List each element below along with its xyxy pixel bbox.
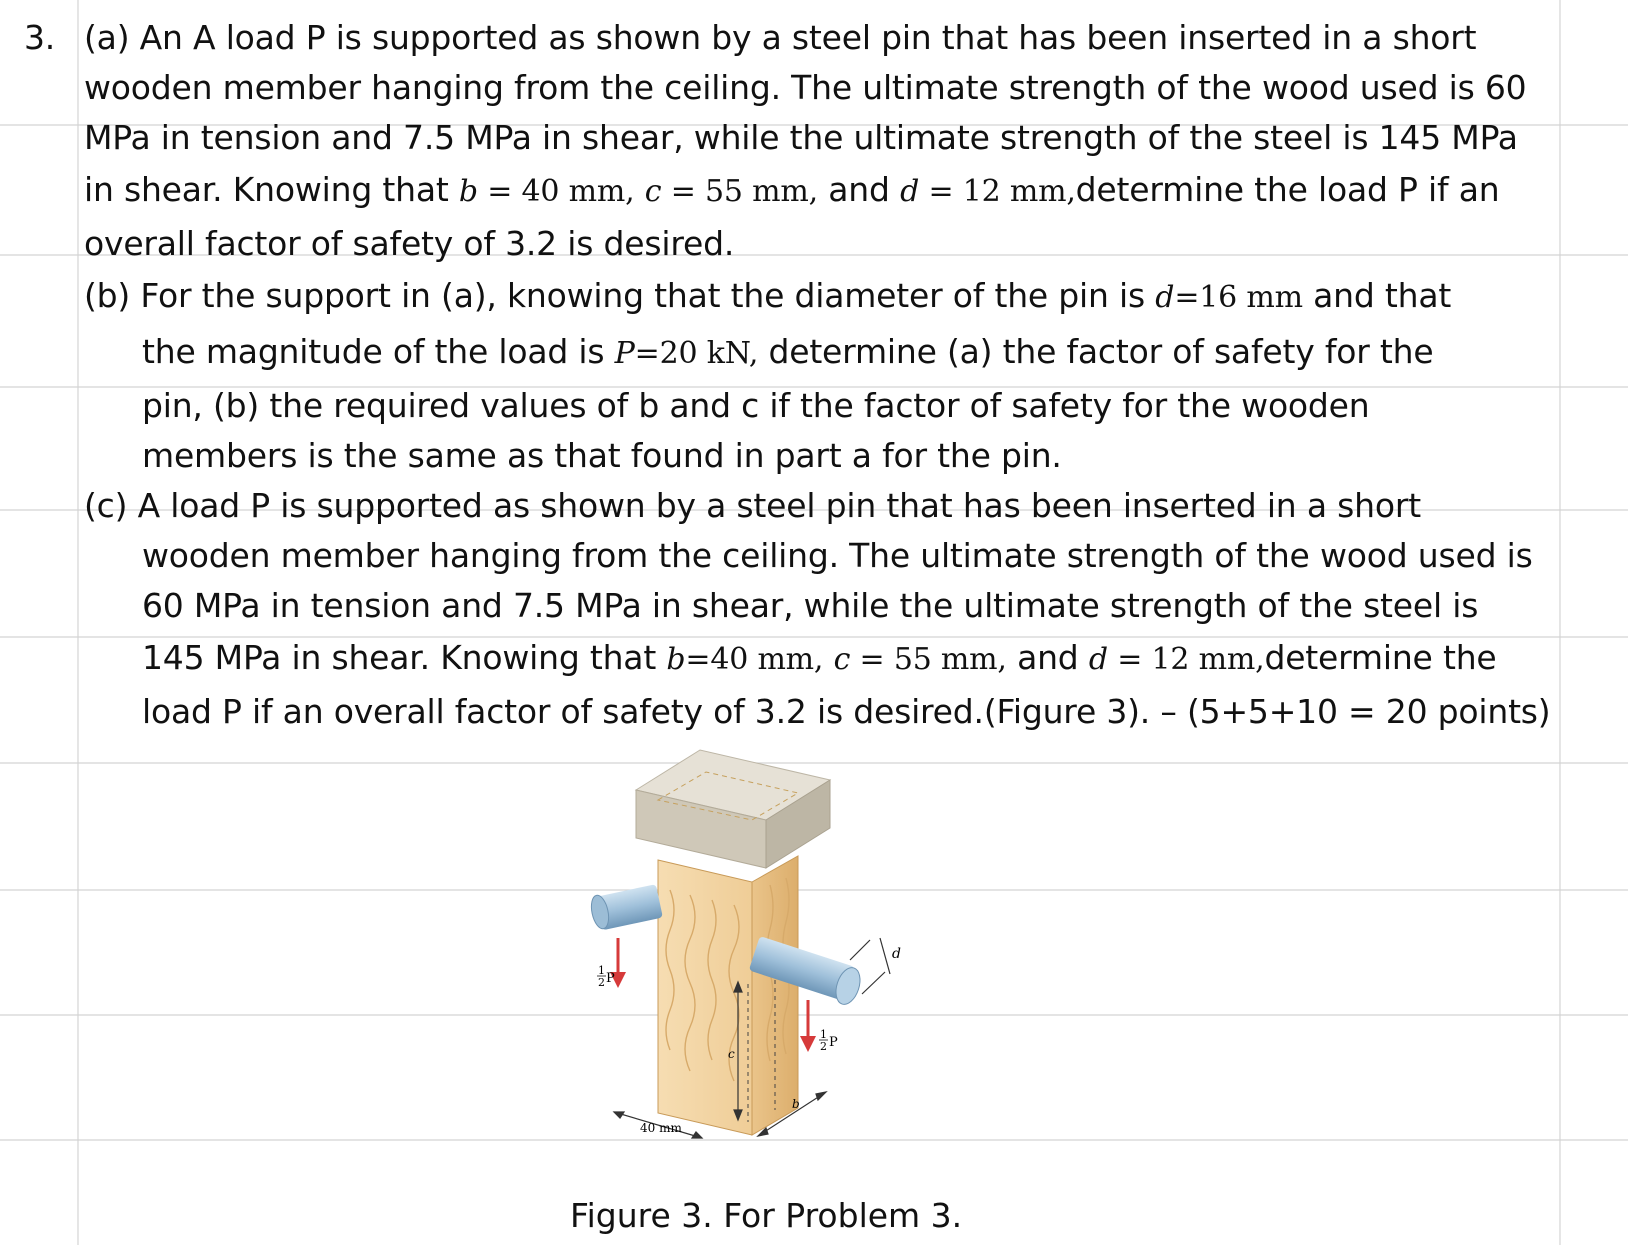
ceiling-block <box>636 750 830 868</box>
part-c-line-1: (c) A load P is supported as shown by a steel pin that has been inserted in a short <box>84 486 1421 525</box>
svg-text:1: 1 <box>820 1028 827 1041</box>
svg-text:2: 2 <box>820 1040 827 1053</box>
part-b-line-1: (b) For the support in (a), knowing that the diameter of the pin is d=16 mm and that <box>84 276 1452 315</box>
part-a-line-1: (a) An A load P is supported as shown by a steel pin that has been inserted in a short <box>84 18 1477 57</box>
svg-text:1: 1 <box>598 964 605 977</box>
part-c-line-2: wooden member hanging from the ceiling. The ultimate strength of the wood used is <box>142 536 1533 575</box>
part-c-line-4: 145 MPa in shear. Knowing that b=40 mm, c = 55 mm, and d = 12 mm,determine the <box>142 638 1497 677</box>
half-p-label-right <box>819 1028 838 1053</box>
label-d: d <box>892 946 901 962</box>
part-c-line-5: load P if an overall factor of safety of 3.2 is desired.(Figure 3). – (5+5+10 = 20 points) <box>142 692 1551 731</box>
svg-text:P: P <box>606 971 615 986</box>
figure-caption: Figure 3. For Problem 3. <box>570 1196 963 1235</box>
part-a-line-3: MPa in tension and 7.5 MPa in shear, while the ultimate strength of the steel is 145 MPa <box>84 118 1518 157</box>
part-a-line-5: overall factor of safety of 3.2 is desired. <box>84 224 735 263</box>
label-40mm: 40 mm <box>640 1121 682 1135</box>
svg-text:2: 2 <box>598 976 605 989</box>
half-p-label-left <box>597 964 615 989</box>
part-c-line-3: 60 MPa in tension and 7.5 MPa in shear, while the ultimate strength of the steel is <box>142 586 1479 625</box>
svg-text:P: P <box>829 1035 838 1050</box>
problem-number: 3. <box>24 18 56 57</box>
wooden-member <box>658 856 798 1135</box>
part-a-line-4: in shear. Knowing that b = 40 mm, c = 55 mm, and d = 12 mm,determine the load P if an <box>84 170 1500 209</box>
label-c: c <box>728 1047 735 1061</box>
load-arrow-right <box>800 1000 816 1052</box>
part-b-line-4: members is the same as that found in part a for the pin. <box>142 436 1062 475</box>
part-b-line-2: the magnitude of the load is P=20 kN, determine (a) the factor of safety for the <box>142 332 1434 371</box>
figure-3-wooden-member <box>600 760 930 1190</box>
part-a-line-2: wooden member hanging from the ceiling. The ultimate strength of the wood used is 60 <box>84 68 1527 107</box>
label-b: b <box>792 1097 800 1111</box>
steel-pin-left <box>589 884 663 930</box>
part-b-line-3: pin, (b) the required values of b and c if the factor of safety for the wooden <box>142 386 1370 425</box>
